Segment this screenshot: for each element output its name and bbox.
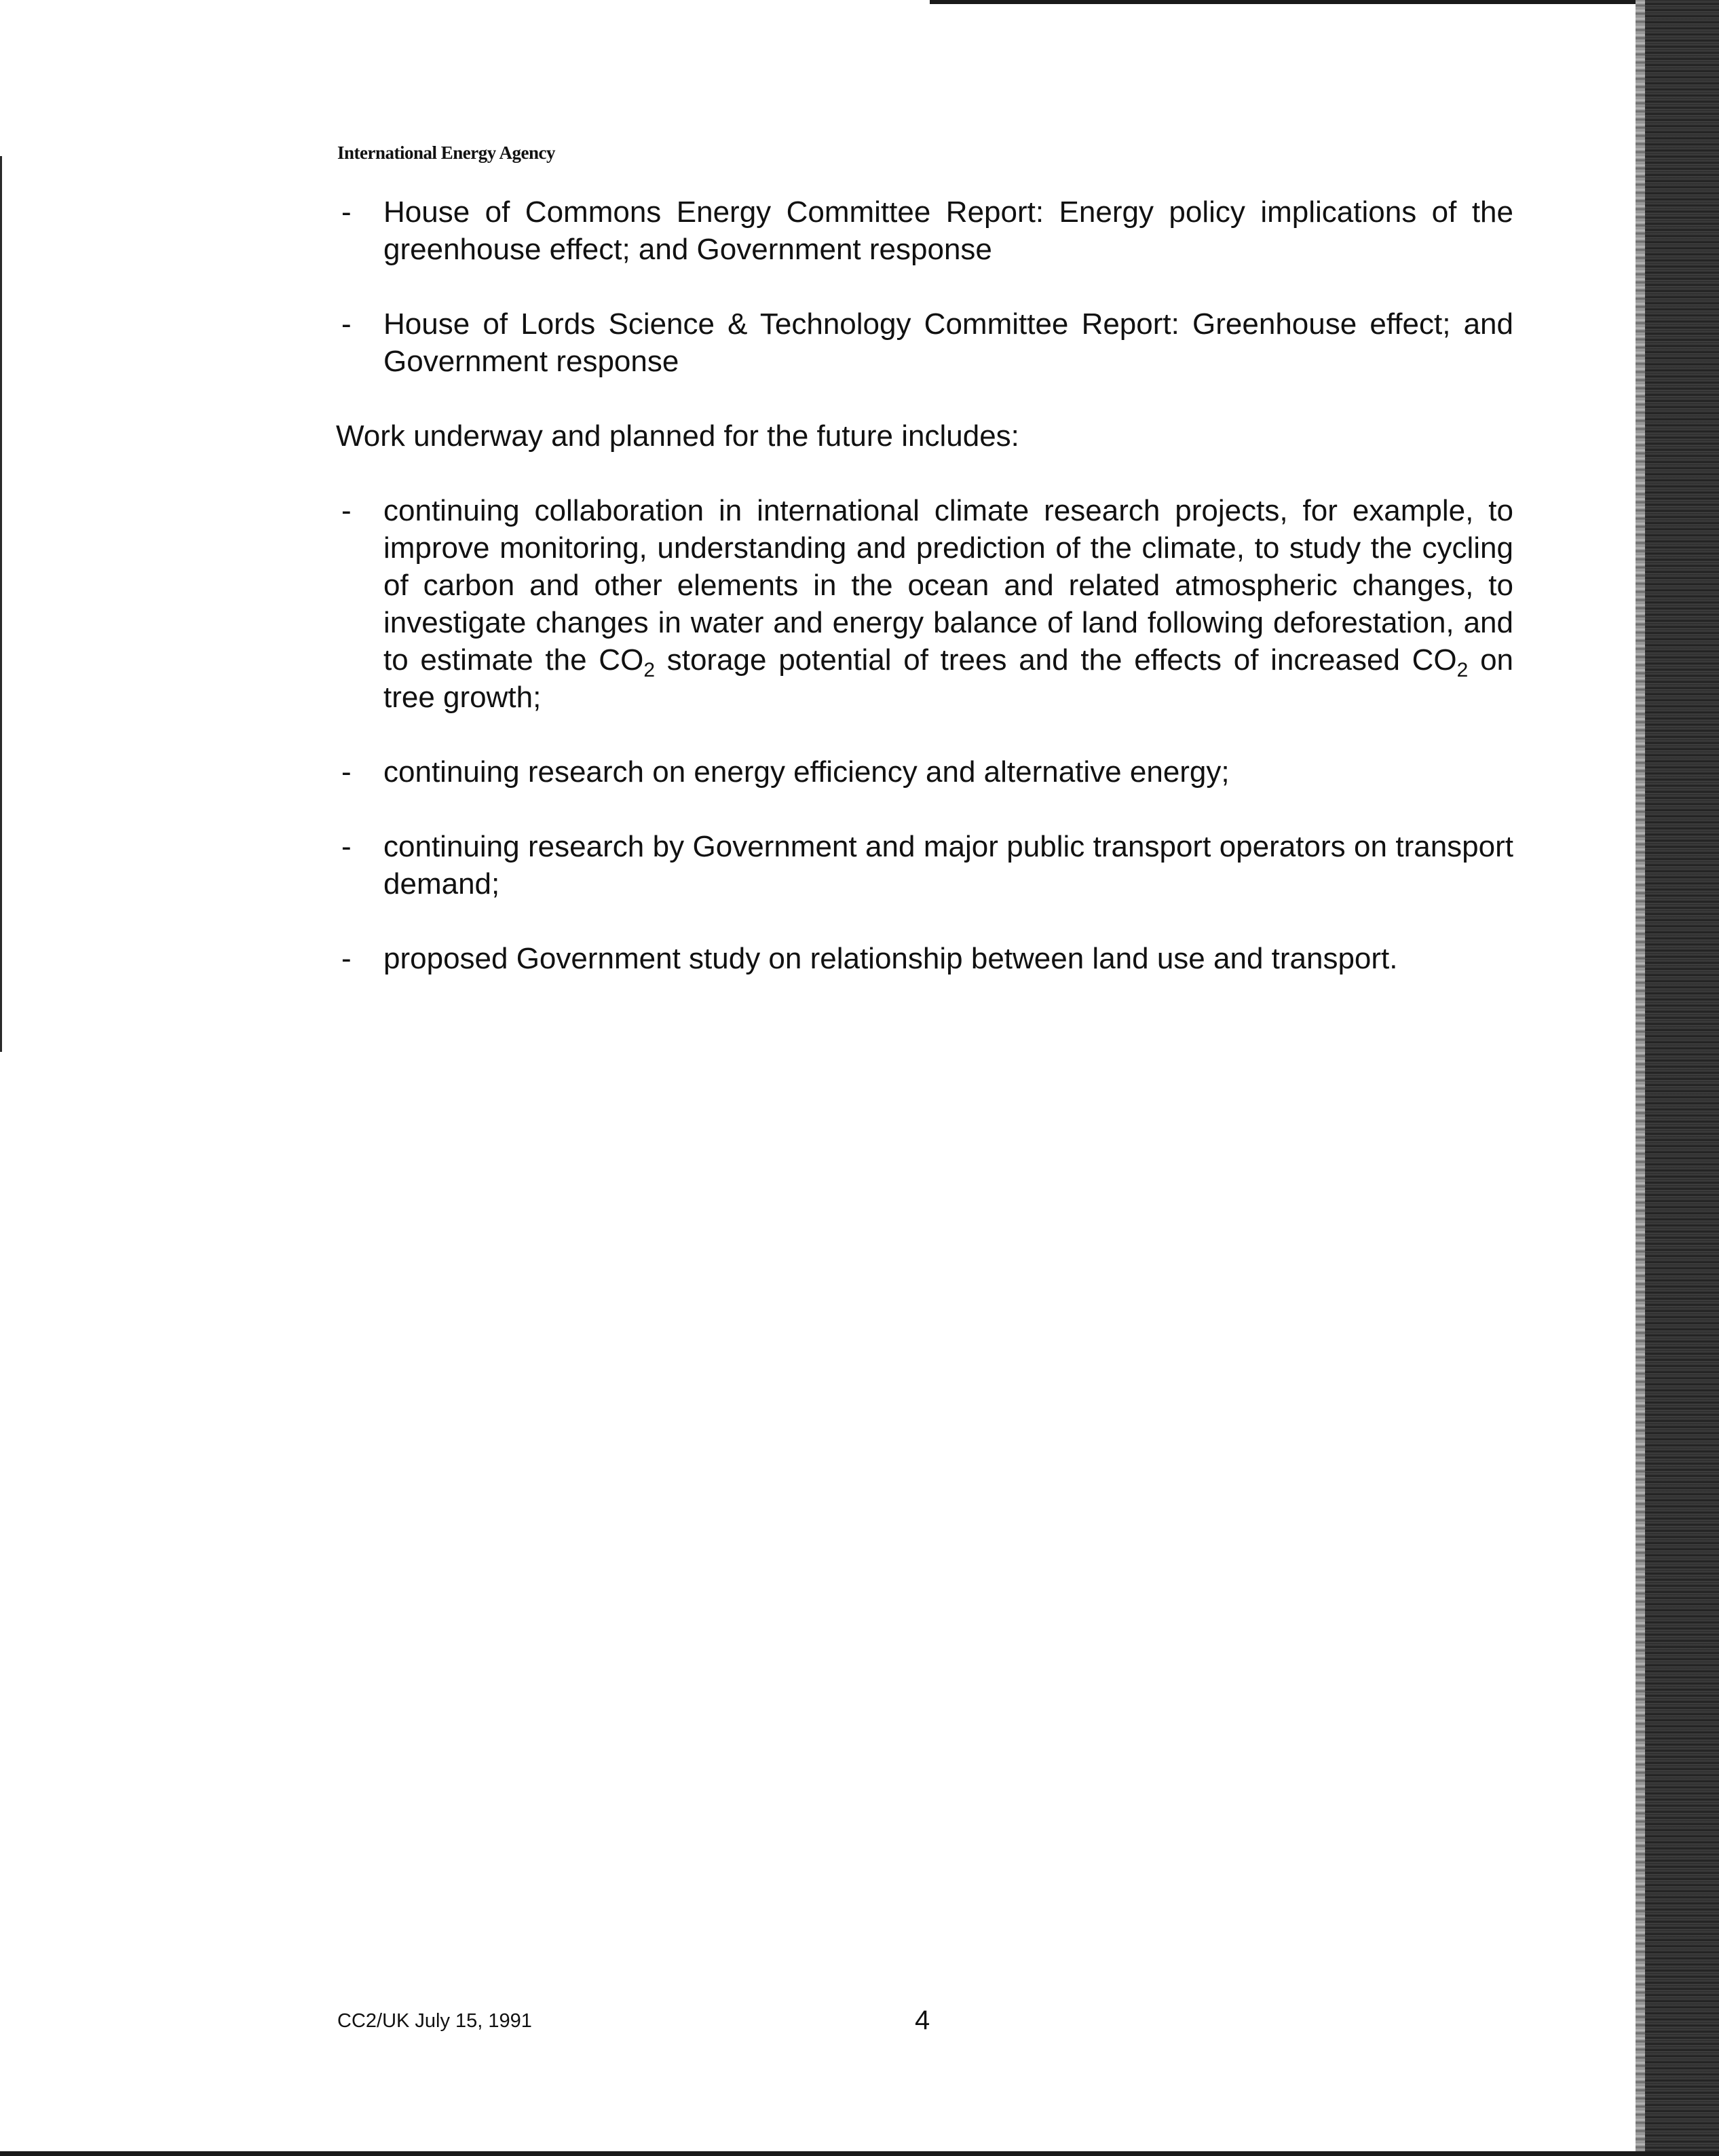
bullet-item bbox=[336, 193, 1513, 268]
scan-right-edge bbox=[1636, 0, 1719, 2156]
bullet-text: House of Lords Science & Technology Committee Report: Greenhouse effect; and Government response bbox=[383, 307, 1513, 378]
scan-top-edge bbox=[930, 0, 1719, 4]
bullet-dash: - bbox=[341, 830, 352, 863]
footer-reference: CC2/UK July 15, 1991 bbox=[337, 2010, 532, 2032]
text-segment: continuing collaboration in international climate research projects, for example, to improve monitoring, understanding and prediction of the climate, to study the cycling of carbon and other elements in the ocean and related atmospheric changes, to investigate changes in water and energy balance of land following deforestation, and to estimate the CO bbox=[383, 494, 1513, 677]
bullet-dash: - bbox=[341, 195, 352, 229]
running-header: International Energy Agency bbox=[337, 143, 555, 163]
bullet-text: proposed Government study on relationship between land use and transport. bbox=[383, 942, 1398, 975]
text-segment: on tree growth; bbox=[383, 643, 1514, 714]
bullet-dash: - bbox=[341, 755, 352, 789]
scan-bottom-edge bbox=[0, 2151, 1719, 2156]
subscript: 2 bbox=[643, 659, 655, 681]
body-content bbox=[336, 193, 1513, 1015]
bullet-item bbox=[336, 940, 1513, 977]
intro-paragraph: Work underway and planned for the future includes: bbox=[336, 419, 1019, 453]
bullet-text: continuing research by Government and major public transport operators on transport demand; bbox=[383, 830, 1513, 901]
subscript: 2 bbox=[1456, 659, 1469, 681]
bullet-dash: - bbox=[341, 942, 352, 975]
scan-right-edge-highlight bbox=[1636, 0, 1645, 2156]
bullet-dash: - bbox=[341, 494, 352, 527]
bullet-item bbox=[336, 753, 1513, 791]
bullet-text: House of Commons Energy Committee Report: Energy policy implications of the greenhouse effect; and Government response bbox=[383, 195, 1513, 266]
bullet-item bbox=[336, 828, 1513, 903]
scan-left-edge bbox=[0, 156, 2, 1052]
bullet-item bbox=[336, 492, 1513, 716]
bullet-dash: - bbox=[341, 307, 352, 341]
bullet-text bbox=[383, 494, 1513, 714]
bullet-text: continuing research on energy efficiency and alternative energy; bbox=[383, 755, 1230, 789]
text-segment: storage potential of trees and the effects of increased CO bbox=[655, 643, 1457, 677]
page-number: 4 bbox=[915, 2005, 930, 2035]
bullet-item bbox=[336, 305, 1513, 380]
